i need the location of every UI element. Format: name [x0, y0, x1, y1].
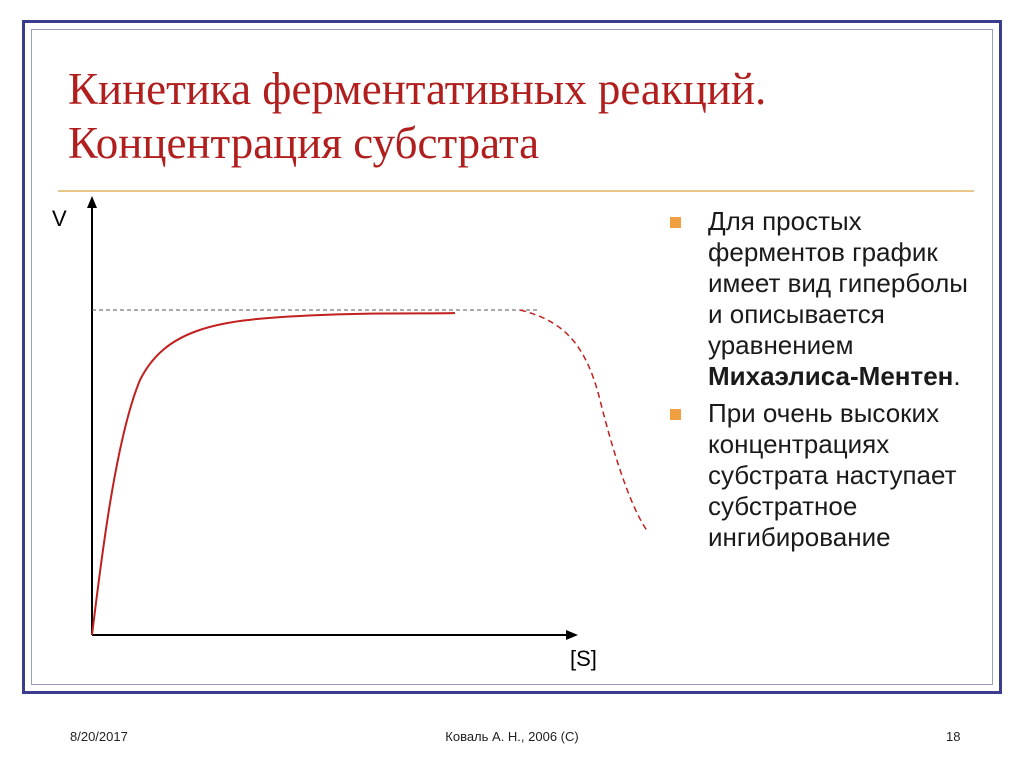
slide-title	[68, 62, 968, 170]
x-axis-label: [S]	[570, 646, 597, 671]
bullet-text-end: .	[953, 361, 961, 391]
kinetics-graph	[40, 190, 660, 680]
footer-page-number: 18	[946, 729, 961, 744]
bullet-text-bold: Михаэлиса-Ментен	[708, 361, 954, 391]
bullet-text: При очень высоких концентрациях субстрата наступает субстратное ингибирование	[708, 398, 957, 552]
bullet-list	[668, 206, 988, 559]
bullet-text: Для простых ферментов график имеет вид гиперболы и описывается уравнением	[708, 206, 968, 360]
square-bullet-icon	[670, 217, 681, 228]
footer-author: Коваль А. Н., 2006 (С)	[445, 729, 579, 744]
slide-title-line1: Кинетика ферментативных реакций.	[68, 64, 767, 114]
y-axis-arrow	[87, 196, 97, 208]
bullet-item	[668, 398, 988, 553]
x-axis-arrow	[566, 630, 578, 640]
footer-date: 8/20/2017	[70, 729, 128, 744]
bullet-item	[668, 206, 988, 392]
substrate-inhibition-curve	[520, 310, 648, 532]
slide-title-line2: Концентрация субстрата	[68, 118, 540, 168]
michaelis-menten-curve	[92, 313, 455, 635]
square-bullet-icon	[670, 409, 681, 420]
y-axis-label: V	[52, 206, 67, 231]
